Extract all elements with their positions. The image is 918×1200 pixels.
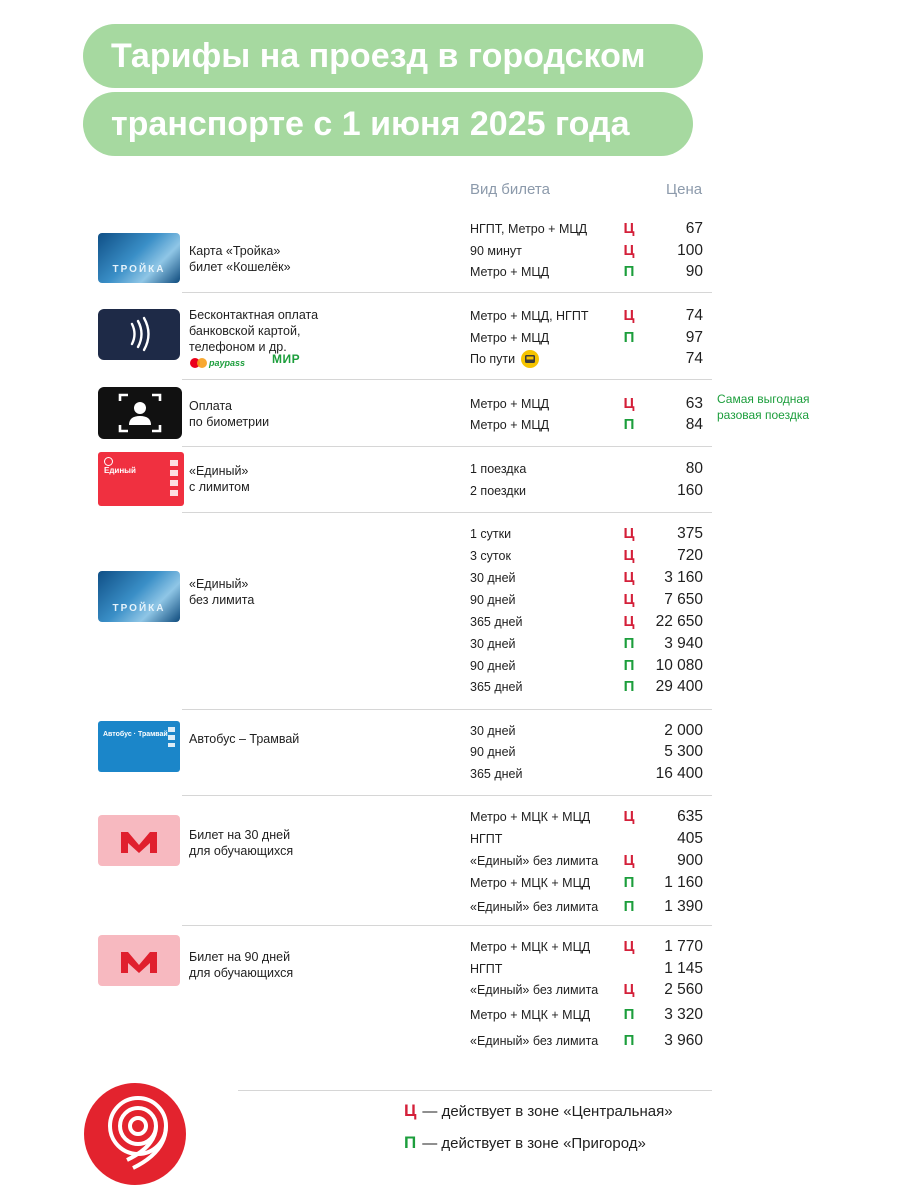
ticket-type: 365 дней bbox=[470, 680, 523, 694]
ticket-price: 3 160 bbox=[664, 569, 703, 586]
tariff-row bbox=[0, 656, 918, 676]
group-label-contactless: Бесконтактная оплата банковской картой, телефоном и др. bbox=[189, 308, 319, 354]
group-label-biometrics: Оплата по биометрии bbox=[189, 399, 270, 429]
zone-central-marker: Ц bbox=[623, 395, 635, 412]
ticket-type: 90 дней bbox=[470, 593, 516, 607]
ticket-price: 1 390 bbox=[664, 898, 703, 915]
ticket-type: 90 дней bbox=[470, 659, 516, 673]
ticket-type: Метро + МЦД, НГПТ bbox=[470, 309, 589, 323]
divider bbox=[182, 446, 712, 447]
divider bbox=[182, 795, 712, 796]
ticket-price: 635 bbox=[677, 808, 703, 825]
ticket-type: 90 минут bbox=[470, 244, 522, 258]
column-header-price: Цена bbox=[666, 181, 703, 198]
tariff-row bbox=[0, 306, 918, 326]
ediniy-card-text: Единый bbox=[104, 466, 136, 475]
ticket-price: 1 160 bbox=[664, 874, 703, 891]
tariff-row bbox=[0, 959, 918, 979]
tariff-row bbox=[0, 590, 918, 610]
tariff-row bbox=[0, 328, 918, 348]
divider bbox=[182, 925, 712, 926]
ticket-price: 2 000 bbox=[664, 722, 703, 739]
ticket-price: 80 bbox=[685, 460, 703, 477]
ticket-price: 74 bbox=[685, 307, 703, 324]
ticket-type: Метро + МЦК + МЦД bbox=[470, 876, 591, 890]
ticket-type: НГПТ, Метро + МЦД bbox=[470, 222, 588, 236]
ticket-price: 10 080 bbox=[655, 657, 703, 674]
ticket-price: 1 770 bbox=[664, 938, 703, 955]
ticket-type: 30 дней bbox=[470, 637, 516, 651]
legend-item-central: Ц — действует в зоне «Центральная» bbox=[404, 1101, 673, 1120]
tariff-row bbox=[0, 612, 918, 632]
ticket-price: 90 bbox=[685, 263, 703, 280]
ticket-type: 2 поездки bbox=[470, 484, 527, 498]
ticket-type: По пути bbox=[470, 352, 516, 366]
ticket-type: 365 дней bbox=[470, 615, 523, 629]
zone-central-marker: Ц bbox=[623, 569, 635, 586]
troika-card-text: ТРОЙКА bbox=[112, 603, 166, 614]
mastercard-paypass-logo: paypass bbox=[189, 354, 245, 368]
zone-central-marker: Ц bbox=[623, 938, 635, 955]
ticket-type: НГПТ bbox=[470, 962, 503, 976]
mir-logo: МИР bbox=[272, 352, 301, 366]
zone-central-marker: Ц bbox=[623, 307, 635, 324]
ticket-type: 1 поездка bbox=[470, 462, 527, 476]
ticket-price: 3 320 bbox=[664, 1006, 703, 1023]
ticket-price: 16 400 bbox=[655, 765, 703, 782]
best-value-note: Самая выгодная разовая поездка bbox=[717, 392, 810, 422]
ticket-type: НГПТ bbox=[470, 832, 503, 846]
zone-central-marker: Ц bbox=[623, 547, 635, 564]
column-header-ticket-type: Вид билета bbox=[470, 181, 550, 198]
zone-suburb-marker: П bbox=[623, 635, 635, 652]
divider bbox=[182, 512, 712, 513]
tariff-row bbox=[0, 721, 918, 741]
tariff-row bbox=[0, 634, 918, 654]
group-label-bus-tram: Автобус – Трамвай bbox=[189, 732, 300, 746]
ticket-price: 97 bbox=[685, 329, 703, 346]
zone-suburb-marker: П bbox=[623, 416, 635, 433]
tariff-row bbox=[0, 546, 918, 566]
zone-suburb-marker: П bbox=[623, 263, 635, 280]
ticket-type: «Единый» без лимита bbox=[470, 900, 599, 914]
tariff-row bbox=[0, 241, 918, 261]
ticket-price: 900 bbox=[677, 852, 703, 869]
ticket-type: Метро + МЦК + МЦД bbox=[470, 1008, 591, 1022]
tariff-row bbox=[0, 764, 918, 784]
zone-suburb-marker: П bbox=[623, 657, 635, 674]
zone-suburb-marker: П bbox=[623, 898, 635, 915]
tariff-row bbox=[0, 568, 918, 588]
ticket-type: 3 суток bbox=[470, 549, 511, 563]
page-title-line-2: транспорте с 1 июня 2025 года bbox=[83, 92, 693, 156]
zone-suburb-marker: П bbox=[623, 678, 635, 695]
tariff-row bbox=[0, 851, 918, 871]
ticket-price: 2 560 bbox=[664, 981, 703, 998]
ticket-price: 63 bbox=[685, 395, 703, 412]
bus-tram-card-text: Автобус · Трамвай bbox=[103, 731, 168, 738]
ticket-type: Метро + МЦК + МЦД bbox=[470, 810, 591, 824]
ticket-type: «Единый» без лимита bbox=[470, 1034, 599, 1048]
zone-central-marker: Ц bbox=[623, 242, 635, 259]
zone-central-marker: Ц bbox=[623, 808, 635, 825]
zone-central-marker: Ц bbox=[623, 981, 635, 998]
tariff-row bbox=[0, 459, 918, 479]
ticket-type: 30 дней bbox=[470, 724, 516, 738]
legend-item-suburb: П — действует в зоне «Пригород» bbox=[404, 1133, 646, 1152]
legend-divider bbox=[238, 1090, 712, 1091]
group-label-ediniy-limit: «Единый» с лимитом bbox=[189, 464, 250, 494]
ticket-type: Метро + МЦД bbox=[470, 265, 550, 279]
zone-central-marker: Ц bbox=[623, 852, 635, 869]
zone-central-marker: Ц bbox=[623, 613, 635, 630]
page-title-line-1: Тарифы на проезд в городском bbox=[83, 24, 703, 88]
group-label-ediniy-unlimited: «Единый» без лимита bbox=[189, 577, 255, 607]
tariff-row bbox=[0, 807, 918, 827]
zone-suburb-marker: П bbox=[623, 1032, 635, 1049]
moscow-transport-logo bbox=[83, 1082, 187, 1186]
tariff-row bbox=[0, 937, 918, 957]
tariff-row bbox=[0, 219, 918, 239]
tariff-row bbox=[0, 873, 918, 893]
tariff-row bbox=[0, 677, 918, 697]
divider bbox=[182, 292, 712, 293]
ticket-price: 3 940 bbox=[664, 635, 703, 652]
ticket-price: 160 bbox=[677, 482, 703, 499]
tariff-row bbox=[0, 262, 918, 282]
ticket-price: 375 bbox=[677, 525, 703, 542]
ticket-type: Метро + МЦК + МЦД bbox=[470, 940, 591, 954]
tariff-row bbox=[0, 897, 918, 917]
zone-suburb-marker: П bbox=[623, 329, 635, 346]
tariff-row bbox=[0, 1031, 918, 1051]
ticket-type: Метро + МЦД bbox=[470, 331, 550, 345]
group-label-student-90: Билет на 90 дней для обучающихся bbox=[189, 950, 294, 980]
ticket-price: 720 bbox=[677, 547, 703, 564]
ticket-type: 365 дней bbox=[470, 767, 523, 781]
zone-central-marker: Ц bbox=[623, 525, 635, 542]
tariff-row bbox=[0, 524, 918, 544]
ticket-price: 29 400 bbox=[655, 678, 703, 695]
ticket-price: 67 bbox=[685, 220, 703, 237]
ticket-price: 3 960 bbox=[664, 1032, 703, 1049]
group-label-troika: Карта «Тройка» билет «Кошелёк» bbox=[189, 244, 291, 274]
ticket-price: 74 bbox=[685, 350, 703, 367]
divider bbox=[182, 379, 712, 380]
troika-card-text: ТРОЙКА bbox=[112, 264, 166, 275]
ticket-type: Метро + МЦД bbox=[470, 418, 550, 432]
ticket-type: «Единый» без лимита bbox=[470, 854, 599, 868]
ticket-type: Метро + МЦД bbox=[470, 397, 550, 411]
ticket-price: 1 145 bbox=[664, 960, 703, 977]
zone-central-marker: Ц bbox=[623, 591, 635, 608]
ticket-type: «Единый» без лимита bbox=[470, 983, 599, 997]
tariff-row bbox=[0, 742, 918, 762]
ticket-type: 30 дней bbox=[470, 571, 516, 585]
tariff-row bbox=[0, 1005, 918, 1025]
tariff-row bbox=[0, 415, 918, 435]
zone-suburb-marker: П bbox=[623, 874, 635, 891]
ticket-price: 5 300 bbox=[664, 743, 703, 760]
ticket-price: 7 650 bbox=[664, 591, 703, 608]
ticket-price: 100 bbox=[677, 242, 703, 259]
ticket-price: 84 bbox=[685, 416, 703, 433]
ticket-type: 90 дней bbox=[470, 745, 516, 759]
ticket-price: 405 bbox=[677, 830, 703, 847]
zone-suburb-marker: П bbox=[623, 1006, 635, 1023]
bus-icon bbox=[521, 350, 539, 368]
tariff-row bbox=[0, 394, 918, 414]
tariff-row bbox=[0, 481, 918, 501]
tariff-row bbox=[0, 829, 918, 849]
group-label-student-30: Билет на 30 дней для обучающихся bbox=[189, 828, 294, 858]
tariff-row bbox=[0, 980, 918, 1000]
ticket-price: 22 650 bbox=[655, 613, 703, 630]
tariff-row bbox=[0, 349, 918, 369]
divider bbox=[182, 709, 712, 710]
zone-central-marker: Ц bbox=[623, 220, 635, 237]
ticket-type: 1 сутки bbox=[470, 527, 512, 541]
